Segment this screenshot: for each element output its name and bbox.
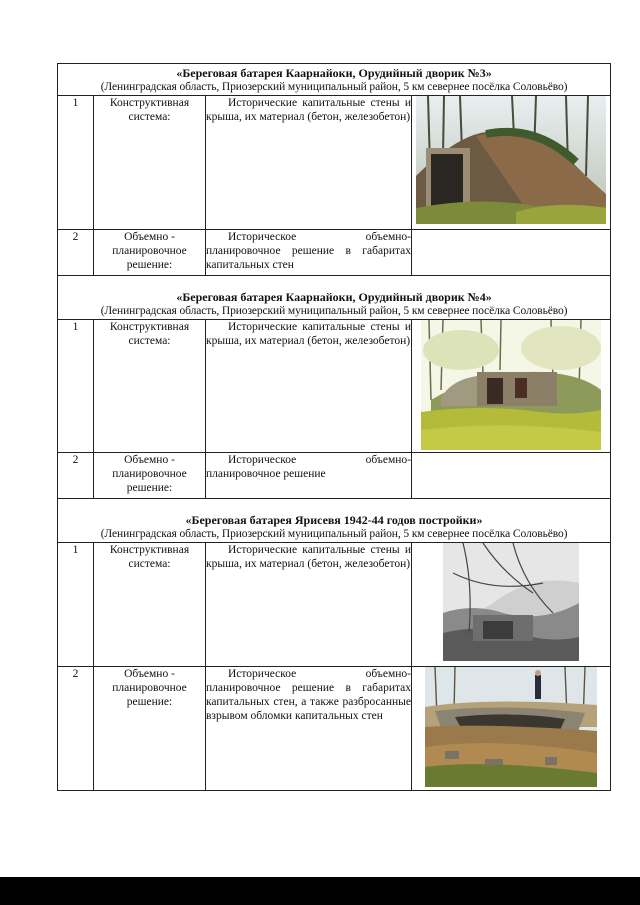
row-description: Историческое объемно-планировочное решение xyxy=(206,453,412,499)
row-label: Конструктивная система: xyxy=(94,543,206,667)
table-row xyxy=(58,453,611,499)
row-description: Историческое объемно-планировочное решение в габаритах капитальных стен, а также разбросанные взрывом обломки капитальных стен xyxy=(206,667,412,791)
row-number: 1 xyxy=(58,96,94,230)
row-description: Исторические капитальные стены и крыша, их материал (бетон, железобетон) xyxy=(206,320,412,453)
row-description: Исторические капитальные стены и крыша, их материал (бетон, железобетон) xyxy=(206,96,412,230)
section-title: «Береговая батарея Каарнайоки, Орудийный дворик №4» xyxy=(176,290,492,304)
section-header xyxy=(58,276,611,320)
row-photo-cell xyxy=(412,230,611,276)
row-photo-cell xyxy=(412,453,611,499)
row-photo-cell xyxy=(412,667,611,791)
row-number: 1 xyxy=(58,543,94,667)
table-row xyxy=(58,96,611,230)
scan-bottom-bar xyxy=(0,877,640,905)
section-header xyxy=(58,64,611,96)
row-label: Объемно - планировочное решение: xyxy=(94,667,206,791)
section-title: «Береговая батарея Каарнайоки, Орудийный дворик №3» xyxy=(176,66,492,80)
section-title: «Береговая батарея Ярисевя 1942-44 годов постройки» xyxy=(185,513,483,527)
row-number: 1 xyxy=(58,320,94,453)
row-photo-cell xyxy=(412,320,611,453)
row-photo-cell xyxy=(412,96,611,230)
bunker-moss-photo xyxy=(421,320,601,450)
table-row xyxy=(58,320,611,453)
ruins-bw-photo xyxy=(443,543,579,661)
ruins-color-photo xyxy=(425,667,597,787)
section-location: (Ленинградская область, Приозерский муниципальный район, 5 км севернее посёлка Соловьёво) xyxy=(100,305,568,317)
row-photo-cell xyxy=(412,543,611,667)
table-row xyxy=(58,543,611,667)
row-label: Конструктивная система: xyxy=(94,96,206,230)
row-number: 2 xyxy=(58,667,94,791)
row-number: 2 xyxy=(58,453,94,499)
row-description: Историческое объемно-планировочное решение в габаритах капитальных стен xyxy=(206,230,412,276)
section-location: (Ленинградская область, Приозерский муниципальный район, 5 км севернее посёлка Соловьёво) xyxy=(100,81,568,93)
section-location: (Ленинградская область, Приозерский муниципальный район, 5 км севернее посёлка Соловьёво) xyxy=(100,528,568,540)
table-row xyxy=(58,230,611,276)
row-label: Объемно - планировочное решение: xyxy=(94,230,206,276)
row-number: 2 xyxy=(58,230,94,276)
section-header xyxy=(58,499,611,543)
row-label: Объемно - планировочное решение: xyxy=(94,453,206,499)
table-row xyxy=(58,667,611,791)
row-description: Исторические капитальные стены и крыша, их материал (бетон, железобетон) xyxy=(206,543,412,667)
row-label: Конструктивная система: xyxy=(94,320,206,453)
bunker-entrance-forest-photo xyxy=(416,96,606,224)
heritage-table xyxy=(57,63,611,791)
